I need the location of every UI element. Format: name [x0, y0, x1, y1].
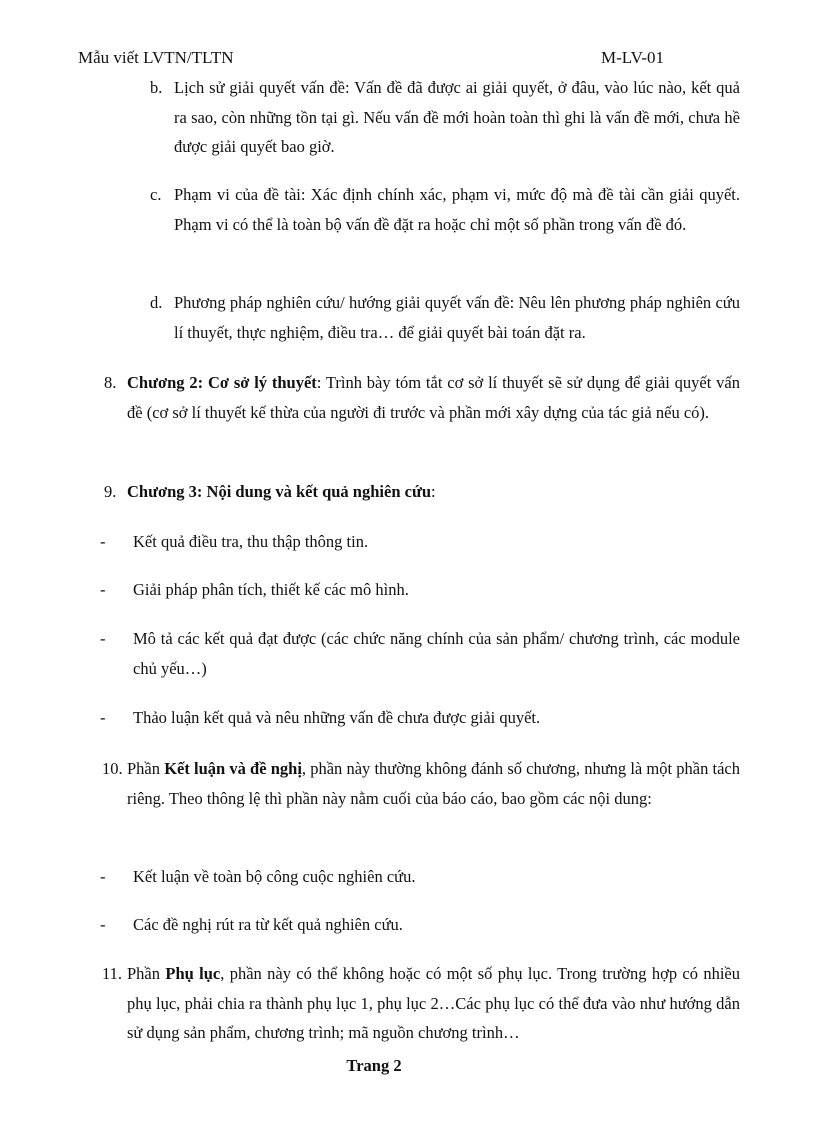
- list-item-text: [127, 959, 740, 1048]
- chapter-3-title: Chương 3: Nội dung và kết quả nghiên cứu: [127, 482, 432, 501]
- header-template-name: Mẫu viết LVTN/TLTN: [78, 48, 234, 67]
- bullet-text: Giải pháp phân tích, thiết kế các mô hình.: [133, 580, 409, 599]
- sub-item-text: Phạm vi của đề tài: Xác định chính xác, phạm vi, mức độ mà đề tài cần giải quyết. Phạm vi có thể là toàn bộ vấn đề đặt ra hoặc chỉ một số phần trong vấn đề đó.: [174, 185, 740, 234]
- list-item-number: 11.: [102, 964, 123, 983]
- bullet-dash: -: [100, 580, 106, 599]
- appendix-description: , phần này có thể không hoặc có một số phụ lục. Trong trường hợp có nhiều phụ lục, phải chia ra thành phụ lục 1, phụ lục 2…Các phụ lục có thể đưa vào như hướng dẫn sử dụng sản phẩm, chương trình; mã nguồn chương trình…: [127, 964, 741, 1042]
- list-item-text: [127, 368, 740, 427]
- sub-item-label: c.: [150, 185, 162, 204]
- list-item-text: [127, 754, 740, 813]
- chapter-2-title: Chương 2: Cơ sở lý thuyết: [127, 373, 317, 392]
- list-item-number: 9.: [104, 482, 117, 501]
- item10-prefix: Phần: [127, 759, 165, 778]
- sub-item-c: [150, 180, 740, 239]
- chapter-3-colon: :: [431, 482, 436, 501]
- bullet-text: Thảo luận kết quả và nêu những vấn đề chưa được giải quyết.: [133, 708, 541, 727]
- header-form-code: M-LV-01: [601, 48, 664, 67]
- sub-item-text: Lịch sử giải quyết vấn đề: Vấn đề đã được ai giải quyết, ở đâu, vào lúc nào, kết quả ra sao, còn những tồn tại gì. Nếu vấn đề mới hoàn toàn thì ghi là vấn đề mới, chưa hề được giải quyết bao giờ.: [174, 78, 740, 156]
- bullet-text: Kết quả điều tra, thu thập thông tin.: [133, 532, 369, 551]
- bullet-dash: -: [100, 532, 106, 551]
- page-number: Trang 2: [346, 1056, 402, 1075]
- bullet-text: Kết luận về toàn bộ công cuộc nghiên cứu.: [133, 867, 416, 886]
- sub-item-label: b.: [150, 78, 163, 97]
- item11-prefix: Phần: [127, 964, 166, 983]
- bullet-item: [100, 862, 740, 892]
- list-item-number: 10.: [102, 759, 123, 778]
- sub-item-b: [150, 73, 740, 162]
- bullet-item: [100, 910, 740, 940]
- bullet-text: Các đề nghị rút ra từ kết quả nghiên cứu.: [133, 915, 403, 934]
- bullet-item: [100, 527, 740, 557]
- bullet-dash: -: [100, 629, 106, 648]
- bullet-dash: -: [100, 867, 106, 886]
- list-item-10: [104, 754, 740, 813]
- chapter-2-description: : Trình bày tóm tắt cơ sở lí thuyết sẽ sử dụng để giải quyết vấn đề (cơ sở lí thuyết kế thừa của người đi trước và phần mới xây dựng của tác giả nếu có).: [127, 373, 740, 422]
- sub-item-label: d.: [150, 293, 163, 312]
- conclusion-title: Kết luận và đề nghị: [164, 759, 302, 778]
- bullet-item: [100, 703, 740, 733]
- list-item-8: [104, 368, 740, 427]
- list-item-number: 8.: [104, 373, 117, 392]
- list-item-9: [104, 477, 740, 507]
- sub-item-text: Phương pháp nghiên cứu/ hướng giải quyết vấn đề: Nêu lên phương pháp nghiên cứu lí thuyết, thực nghiệm, điều tra… để giải quyết bài toán đặt ra.: [174, 293, 740, 342]
- appendix-title: Phụ lục: [165, 964, 221, 983]
- bullet-item: [100, 624, 740, 683]
- conclusion-description: , phần này thường không đánh số chương, nhưng là một phần tách riêng. Theo thông lệ thì phần này nằm cuối của báo cáo, bao gồm các nội dung:: [127, 759, 740, 808]
- list-item-text: [127, 477, 740, 507]
- bullet-item: [100, 575, 740, 605]
- bullet-text: Mô tả các kết quả đạt được (các chức năng chính của sản phẩm/ chương trình, các module chủ yếu…): [133, 629, 740, 678]
- list-item-11: [104, 959, 740, 1048]
- bullet-dash: -: [100, 708, 106, 727]
- bullet-dash: -: [100, 915, 106, 934]
- sub-item-d: [150, 288, 740, 347]
